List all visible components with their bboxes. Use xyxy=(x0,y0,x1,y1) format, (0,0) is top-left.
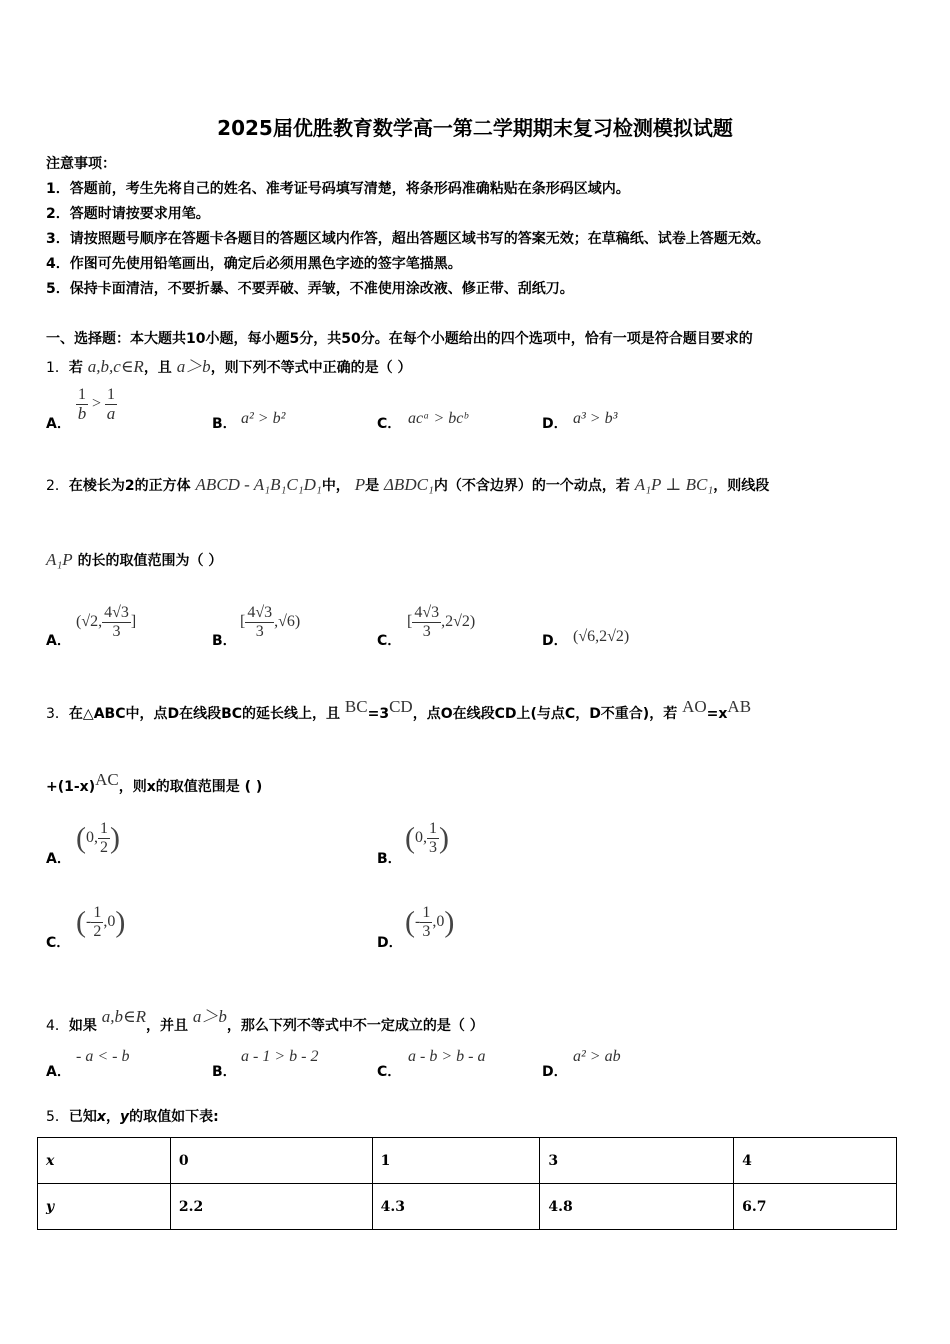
option-c-math: [ $\frac{4√3}{3}$ ,2√2) xyxy=(407,604,476,640)
option-label: C． xyxy=(377,1064,402,1080)
option-a-math: $\frac{1}{b}$ > $\frac{1}{a}$ xyxy=(77,386,116,423)
option-label: C． xyxy=(377,633,402,649)
table-cell: 1 xyxy=(372,1138,540,1184)
option-b-math: a - 1 > b - 2 xyxy=(241,1048,319,1065)
notice-item: 5．保持卡面清洁，不要折暴、不要弄破、弄皱，不准使用涂改液、修正带、刮纸刀。 xyxy=(46,281,574,297)
math-expr: a＞b xyxy=(176,357,211,376)
section-heading: 一、选择题：本大题共10小题，每小题5分，共50分。在每个小题给出的四个选项中，恰有一项是符合题目要求的 xyxy=(46,331,753,347)
table-cell: 6.7 xyxy=(734,1184,897,1230)
math-expr: a,b,c∈R xyxy=(87,357,144,376)
option-a-math: (√2, $\frac{4√3}{3}$ ] xyxy=(76,604,137,640)
math-expr: a,b∈R xyxy=(101,1007,147,1026)
option-label: A． xyxy=(46,633,71,649)
option-d-math: a² > ab xyxy=(573,1048,621,1065)
option-label: D． xyxy=(542,633,568,649)
option-label: A． xyxy=(46,851,71,867)
table-cell: 4 xyxy=(734,1138,897,1184)
option-d-math: (√6,2√2) xyxy=(573,628,630,645)
notice-item: 2．答题时请按要求用笔。 xyxy=(46,206,210,222)
notice-item: 4．作图可先使用铅笔画出，确定后必须用黑色字迹的签字笔描黑。 xyxy=(46,256,462,272)
option-d-math: a³ > b³ xyxy=(573,410,618,427)
option-label: B． xyxy=(212,1064,237,1080)
option-label: B． xyxy=(377,851,402,867)
vector: AB xyxy=(727,697,752,716)
option-b-math: a² > b² xyxy=(241,410,286,427)
table-cell: 3 xyxy=(540,1138,734,1184)
question-number: 4． xyxy=(46,1018,69,1034)
option-c-math: acᵃ > bcᵇ xyxy=(408,410,468,427)
question-3-cont: +(1-x)AC，则x的取值范围是 ( ) xyxy=(46,770,263,795)
question-number: 5． xyxy=(46,1109,69,1125)
data-table xyxy=(37,1137,897,1230)
vector: CD xyxy=(389,697,413,716)
table-row xyxy=(38,1184,897,1230)
option-label: A． xyxy=(46,1064,71,1080)
table-cell: x xyxy=(38,1138,171,1184)
notice-item: 1．答题前，考生先将自己的姓名、准考证号码填写清楚，将条形码准确粘贴在条形码区域内。 xyxy=(46,181,630,197)
question-number: 3． xyxy=(46,706,69,722)
question-1: 1．若 a,b,c∈R，且 a＞b，则下列不等式中正确的是（ ） xyxy=(46,357,412,376)
option-label: B． xyxy=(212,633,237,649)
question-2: 2．在棱长为2的正方体 ABCD - A₁B₁C₁D₁中， P是 ΔBDC₁内（不含边界）的一个动点，若 A₁P ⊥ BC₁，则线段 xyxy=(46,475,770,494)
option-label: D． xyxy=(542,1064,568,1080)
option-c-math: a - b > b - a xyxy=(408,1048,486,1065)
table-cell: 2.2 xyxy=(170,1184,372,1230)
option-label: C． xyxy=(377,416,402,432)
table-cell: 0 xyxy=(170,1138,372,1184)
option-label: C． xyxy=(46,935,71,951)
table-cell: 4.8 xyxy=(540,1184,734,1230)
math-expr: a＞b xyxy=(192,1007,227,1026)
option-label: D． xyxy=(542,416,568,432)
option-b-math: [ $\frac{4√3}{3}$ ,√6) xyxy=(240,604,301,640)
math-expr: ABCD - A₁B₁C₁D₁ xyxy=(195,475,322,494)
option-a-math: - a < - b xyxy=(76,1048,130,1065)
math-expr: A₁P ⊥ BC₁ xyxy=(634,475,714,494)
question-3: 3．在△ABC中，点D在线段BC的延长线上，且 BC=3CD，点O在线段CD上(与点C，D不重合)，若 AO=xAB xyxy=(46,697,752,722)
vector: BC xyxy=(344,697,368,716)
question-number: 1． xyxy=(46,360,69,376)
notice-item: 3．请按照题号顺序在答题卡各题目的答题区域内作答，超出答题区域书写的答案无效；在草稿纸、试卷上答题无效。 xyxy=(46,231,770,247)
math-expr: P xyxy=(354,475,366,494)
option-b-math: (0, $\frac{1}{3}$ ) xyxy=(405,820,449,856)
table-cell: y xyxy=(38,1184,171,1230)
table-row xyxy=(38,1138,897,1184)
math-expr: A₁P xyxy=(46,550,73,569)
option-a-math: (0, $\frac{1}{2}$ ) xyxy=(76,820,120,856)
page-title: 2025届优胜教育数学高一第二学期期末复习检测模拟试题 xyxy=(217,116,733,140)
option-d-math: (- $\frac{1}{3}$ ,0) xyxy=(405,904,455,940)
question-number: 2． xyxy=(46,478,69,494)
option-label: A． xyxy=(46,416,71,432)
table-cell: 4.3 xyxy=(372,1184,540,1230)
question-2-cont: A₁P 的长的取值范围为（ ） xyxy=(46,550,223,569)
vector: AC xyxy=(95,770,119,789)
option-label: D． xyxy=(377,935,403,951)
option-label: B． xyxy=(212,416,237,432)
vector: AO xyxy=(682,697,707,716)
notice-heading: 注意事项： xyxy=(46,156,116,172)
option-c-math: (- $\frac{1}{2}$ ,0) xyxy=(76,904,126,940)
question-4: 4．如果 a,b∈R，并且 a＞b，那么下列不等式中不一定成立的是（ ） xyxy=(46,1007,484,1034)
math-expr: ΔBDC₁ xyxy=(383,475,434,494)
question-5: 5．已知x，y的取值如下表: xyxy=(46,1109,219,1125)
